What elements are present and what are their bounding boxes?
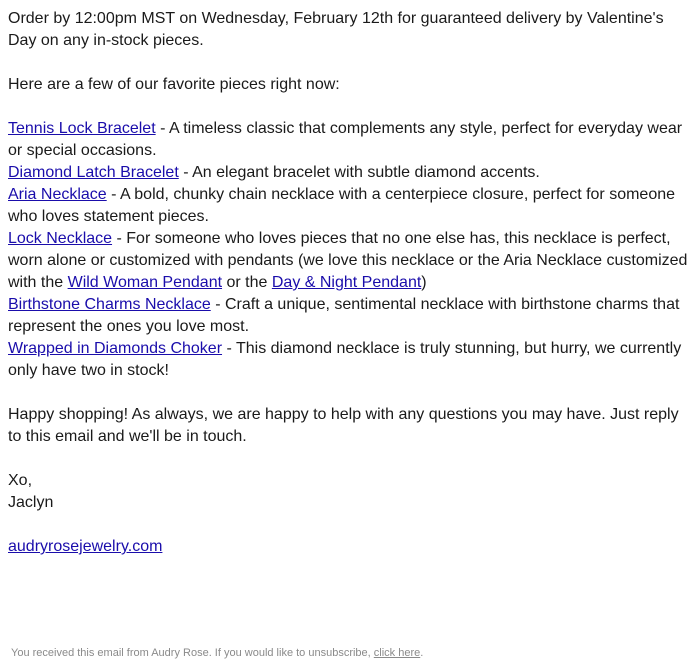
wrapped-in-diamonds-choker-link[interactable]: Wrapped in Diamonds Choker [8, 340, 223, 357]
product-description: - This diamond necklace is truly stunning, but hurry, we currently only have two in stock! [8, 340, 682, 379]
product-item-lock-necklace [8, 228, 692, 294]
footer-text: You received this email from Audry Rose. If you would like to unsubscribe, [11, 647, 374, 659]
delivery-deadline-text: Order by 12:00pm MST on Wednesday, February 12th for guaranteed delivery by Valentine's Day on any in-stock pieces. [8, 10, 664, 49]
product-description: - Craft a unique, sentimental necklace with birthstone charms that represent the ones you love most. [8, 296, 680, 335]
product-description: - A timeless classic that complements any style, perfect for everyday wear or special occasions. [8, 120, 683, 159]
email-body [8, 8, 692, 558]
wild-woman-pendant-link[interactable]: Wild Woman Pendant [67, 274, 223, 291]
product-description-end: ) [421, 274, 427, 291]
product-item-tennis-lock-bracelet [8, 118, 692, 162]
lock-necklace-link[interactable]: Lock Necklace [8, 230, 113, 247]
product-item-aria-necklace [8, 184, 692, 228]
unsubscribe-footer [11, 646, 423, 660]
unsubscribe-link[interactable]: click here [373, 647, 421, 659]
product-item-diamond-latch-bracelet [8, 162, 692, 184]
favorites-heading: Here are a few of our favorite pieces right now: [8, 76, 340, 93]
product-item-wrapped-in-diamonds-choker [8, 338, 692, 382]
website-line [8, 536, 692, 558]
signoff-text: Xo, [8, 472, 33, 489]
product-description-connector: or the [222, 274, 272, 291]
product-description: - For someone who loves pieces that no one else has, this necklace is perfect, worn alone or customized with pendants (we love this necklace or the Aria Necklace customized with the [8, 230, 688, 291]
happy-shopping-text: Happy shopping! As always, we are happy to help with any questions you may have. Just reply to this email and we'll be in touch. [8, 406, 679, 445]
day-night-pendant-link[interactable]: Day & Night Pendant [271, 274, 422, 291]
aria-necklace-link[interactable]: Aria Necklace [8, 186, 107, 203]
website-link[interactable]: audryrosejewelry.com [8, 538, 163, 555]
footer-end: . [420, 647, 424, 659]
birthstone-charms-necklace-link[interactable]: Birthstone Charms Necklace [8, 296, 211, 313]
diamond-latch-bracelet-link[interactable]: Diamond Latch Bracelet [8, 164, 179, 181]
sender-name: Jaclyn [8, 494, 54, 511]
product-item-birthstone-charms-necklace [8, 294, 692, 338]
product-description: - A bold, chunky chain necklace with a centerpiece closure, perfect for someone who loves statement pieces. [8, 186, 676, 225]
tennis-lock-bracelet-link[interactable]: Tennis Lock Bracelet [8, 120, 156, 137]
product-description: - An elegant bracelet with subtle diamond accents. [178, 164, 540, 181]
